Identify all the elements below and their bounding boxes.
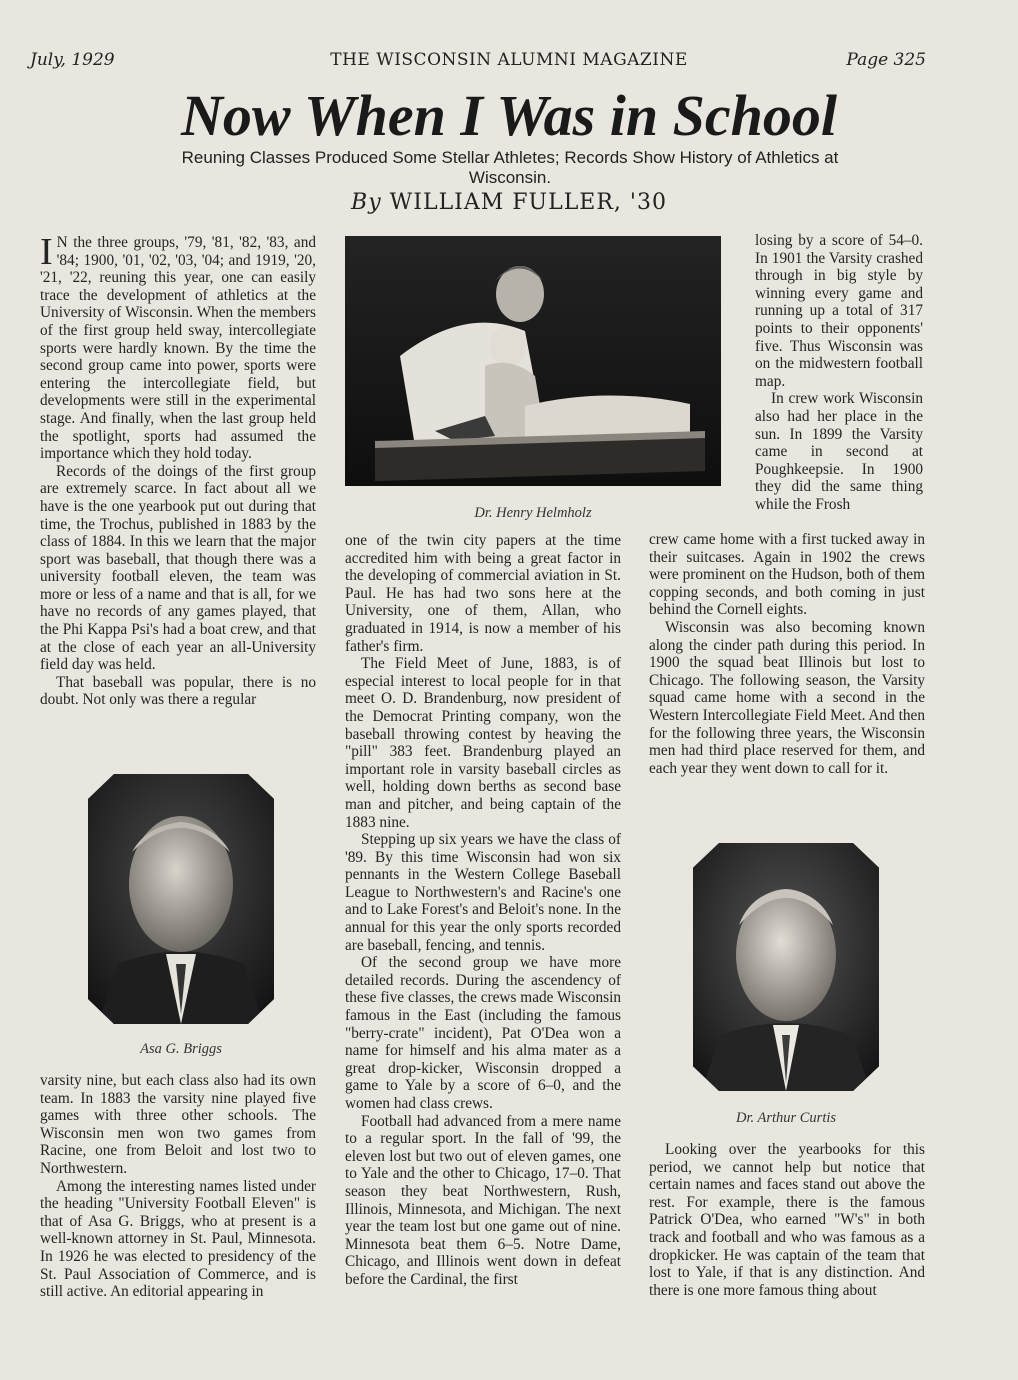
magazine-name: THE WISCONSIN ALUMNI MAGAZINE (330, 50, 688, 70)
byline (0, 190, 1018, 215)
paragraph: Looking over the yearbooks for this period, we cannot help but notice that certain names and faces stand out above the rest. For example, there is the famous Patrick O'Dea, who earned "W's" in both track and football and who was famous as a dropkicker. He was captain of the team that lost to Yale, if that is any distinction. And there is one more famous thing about (649, 1141, 925, 1299)
portrait-image (88, 774, 274, 1024)
paragraph (40, 231, 316, 463)
paragraph: Stepping up six years we have the class of '89. By this time Wisconsin had won six pennants in the Western College Baseball League to Northwestern's and Racine's one and to Lake Forest's and Beloit's none. In the annual for this year the only sports recorded are baseball, fencing, and tennis. (345, 831, 621, 954)
column-3-top (755, 232, 923, 514)
paragraph: Records of the doings of the first group are extremely scarce. In fact about all we have is the one yearbook put out during that time, the Trochus, published in 1883 by the class of 1884. In this we learn that the major sport was baseball, that though there was a university football eleven, the team was more or less of a name and that is all, for we have no records of any games played, that the Phi Kappa Psi's had a boat crew, and that at the close of each year an all-University field day was held. (40, 462, 316, 674)
article-subtitle: Reuning Classes Produced Some Stellar Athletes; Records Show History of Athletics at Wisconsin. (181, 148, 839, 187)
article-title: Now When I Was in School (181, 83, 837, 148)
caption-helmholz: Dr. Henry Helmholz (474, 505, 592, 521)
paragraph: one of the twin city papers at the time accredited him with being a great factor in the developing of commercial aviation in St. Paul. He has had two sons here at the University, one of them, Allan, who graduated in 1914, is now a member of his father's firm. (345, 532, 621, 655)
paragraph: Of the second group we have more detailed records. During the ascendency of these five classes, the crews made Wisconsin famous in the East (including the famous "berry-crate" incident), Pat O'Dea won a name for himself and his alma mater as a great drop-kicker, Wisconsin dropped a game to Yale by a score of 6–0, and the women had class crews. (345, 954, 621, 1112)
paragraph: varsity nine, but each class also had its own team. In 1883 the varsity nine played five games with three other schools. The Wisconsin men won two games from Racine, one from Beloit and lost two to Northwestern. (40, 1072, 316, 1177)
caption-curtis: Dr. Arthur Curtis (735, 1110, 837, 1126)
paragraph: Among the interesting names listed under the heading "University Football Eleven" is that of Asa G. Briggs, who at present is a well-known attorney in St. Paul, Minnesota. In 1926 he was elected to presidency of the St. Paul Association of Commerce, and is still active. An editorial appearing in (40, 1177, 316, 1301)
photo-image (345, 236, 721, 486)
paragraph-text: N the three groups, '79, '81, '82, '83, and '84; 1900, '01, '02, '03, '04; and 1919, '20, '21, '22, reuning this year, one can easily trace the development of athletics at the University of Wisconsin. When the members of the first group held sway, intercollegiate sports were hardly known. By the time the second group came into power, sports were entering the intercollegiate field, but developments were still in the experimental stage. And finally, when the last group held the spotlight, sports had assumed the importance which they hold today. (40, 234, 316, 463)
paragraph: Wisconsin was also becoming known along the cinder path during this period. In 1900 the squad beat Illinois but lost to Chicago. The following season, the Varsity squad came home with a second in the Western Intercollegiate Field Meet. And then for the following three years, the Wisconsin men had third place reserved for them, and each year they went down to call for it. (649, 618, 925, 777)
paragraph: crew came home with a first tucked away in their suitcases. Again in 1902 the crews were prominent on the Hudson, both of them copping seconds, and both coming in just behind the Cornell eights. (649, 531, 925, 619)
author-name: WILLIAM FULLER, '30 (389, 190, 667, 215)
column-2 (345, 532, 621, 1289)
column-3-bottom (649, 1141, 925, 1299)
column-3-middle (649, 531, 925, 777)
issue-date: July, 1929 (30, 50, 115, 70)
column-1-top (40, 231, 316, 709)
caption-briggs: Asa G. Briggs (140, 1041, 222, 1057)
drop-cap: I (40, 231, 53, 273)
paragraph: Football had advanced from a mere name to a regular sport. In the fall of '99, the eleven lost but two out of eleven games, one to Yale and the other to Chicago, 17–0. That season they beat Northwestern, Rush, Illinois, Minnesota, and Michigan. The next year the team lost but one game out of nine. Minnesota beat them 6–5. Notre Dame, Chicago, and Illinois went down in defeat before the Cardinal, the first (345, 1112, 621, 1288)
page-number: Page 325 (846, 50, 926, 70)
paragraph: losing by a score of 54–0. In 1901 the Varsity crashed through in big style by winning every game and running up a total of 317 points to their opponents' five. Thus Wisconsin was on the midwestern football map. (755, 232, 923, 390)
helmholz-photo (345, 236, 721, 486)
paragraph: The Field Meet of June, 1883, is of especial interest to local people for in that meet O. D. Brandenburg, now president of the Democrat Printing company, won the baseball throwing contest by heaving the "pill" 383 feet. Brandenburg played an important role in varsity baseball circles as well, holding down berths as second base man and pitcher, and being captain of the 1883 nine. (345, 655, 621, 831)
briggs-portrait (88, 774, 274, 1024)
column-1-bottom (40, 1072, 316, 1301)
byline-prefix: By (351, 190, 382, 215)
curtis-portrait (693, 843, 879, 1091)
paragraph: In crew work Wisconsin also had her place in the sun. In 1899 the Varsity came in second at Poughkeepsie. In 1900 they did the same thing while the Frosh (755, 390, 923, 513)
paragraph: That baseball was popular, there is no doubt. Not only was there a regular (40, 673, 316, 709)
portrait-image (693, 843, 879, 1091)
